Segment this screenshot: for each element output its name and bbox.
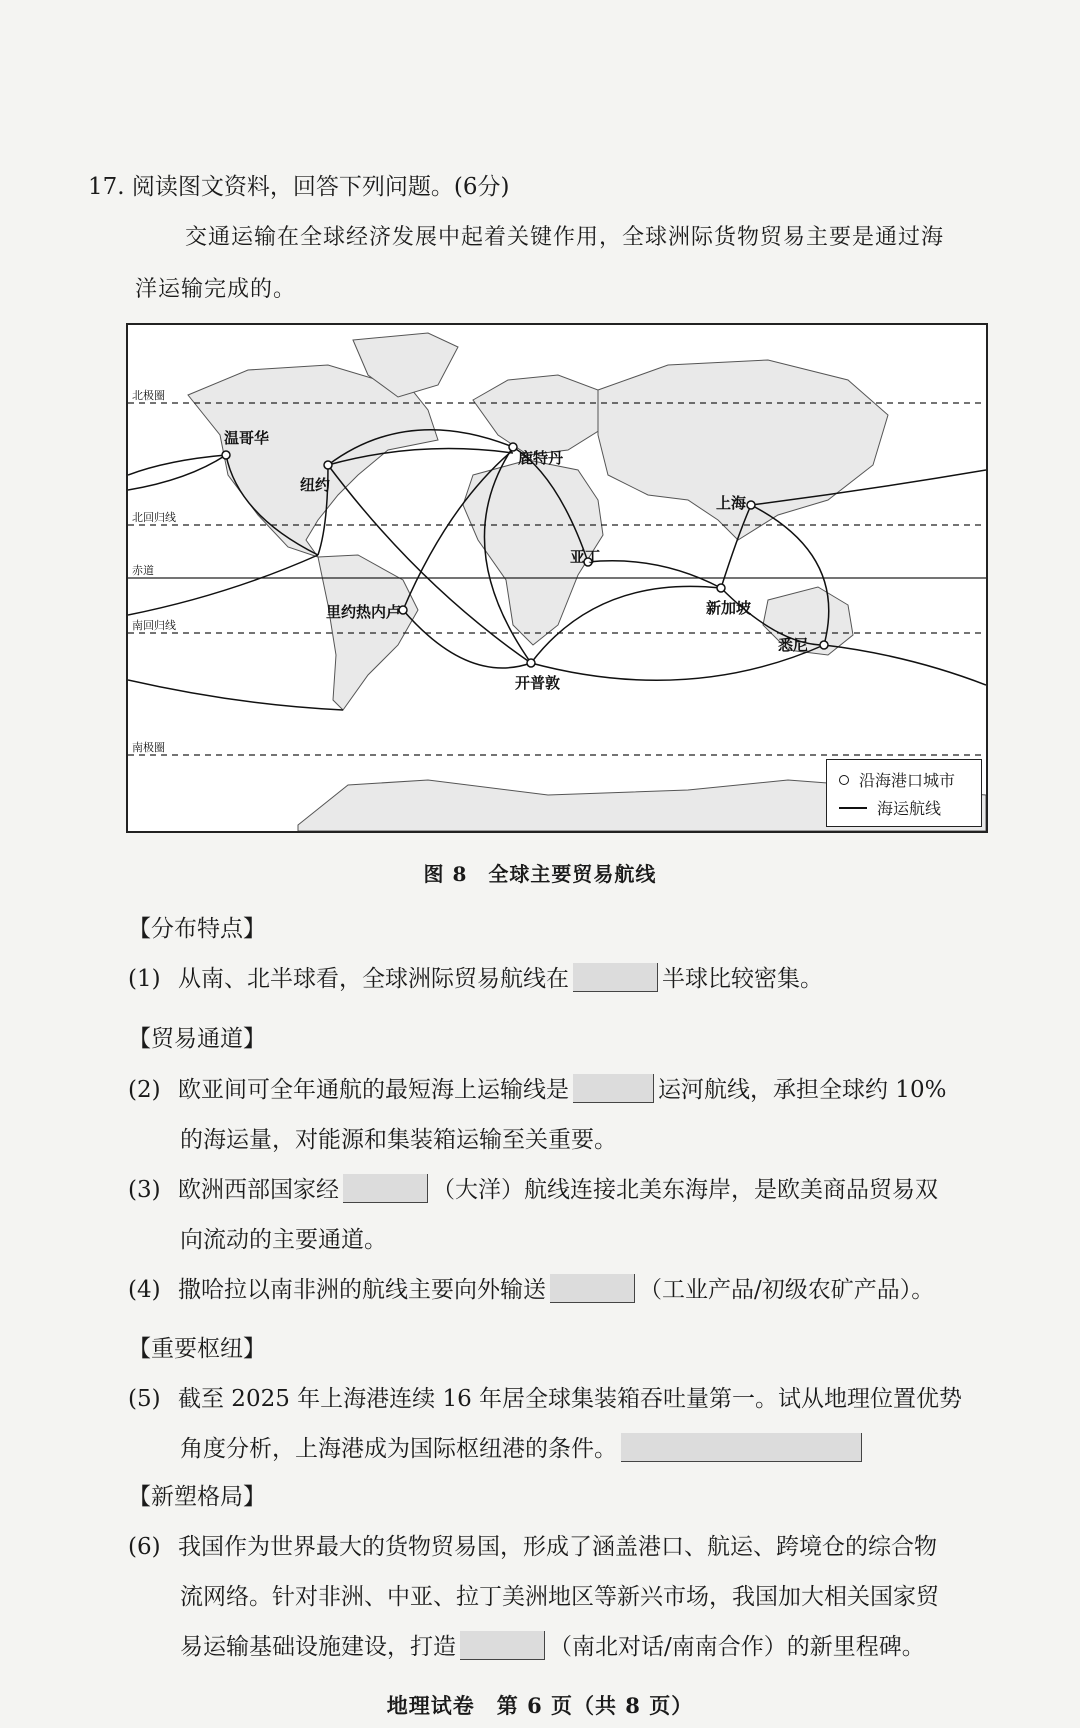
route-panama-west: [128, 555, 318, 615]
q6-line-2: 流网络。针对非洲、中亚、拉丁美洲地区等新兴市场，我国加大相关国家贸: [180, 1584, 939, 1610]
lat-label-equator: 赤道: [132, 564, 154, 577]
legend-route-label: 海运航线: [877, 799, 942, 818]
page-footer: 地理试卷 第 6 页（共 8 页）: [386, 1693, 694, 1718]
route-sydney-east: [824, 645, 986, 685]
figure-caption: 图 8 全球主要贸易航线: [423, 862, 657, 886]
question-5: [128, 1374, 998, 1474]
map-svg: [128, 325, 986, 831]
q2-number: (2): [128, 1077, 161, 1103]
q4-answer-blank[interactable]: [550, 1274, 635, 1303]
port-marker-icon: [839, 775, 849, 785]
q2-text-pre: 欧亚间可全年通航的最短海上运输线是: [178, 1077, 569, 1103]
city-label-rotterdam: 鹿特丹: [518, 449, 564, 467]
question-6: [128, 1522, 998, 1672]
q1-answer-blank[interactable]: [573, 963, 658, 992]
route-south-america-south: [128, 680, 343, 710]
q3-text-pre: 欧洲西部国家经: [178, 1177, 339, 1203]
port-singapore: [717, 584, 725, 592]
q6-text-pre: 易运输基础设施建设，打造: [180, 1634, 456, 1660]
route-line-icon: [839, 807, 867, 809]
city-label-shanghai: 上海: [716, 494, 747, 512]
port-newyork: [324, 461, 332, 469]
asia: [598, 360, 888, 540]
question-header: 17. 阅读图文资料，回答下列问题。(6分): [88, 174, 510, 200]
section-new-pattern: 【新塑格局】: [128, 1484, 266, 1510]
port-rotterdam: [509, 443, 517, 451]
q4-text-post: （工业产品/初级农矿产品）。: [639, 1277, 935, 1303]
legend-port-label: 沿海港口城市: [859, 771, 956, 790]
port-sydney: [820, 641, 828, 649]
city-label-capetown: 开普敦: [515, 674, 561, 692]
q1-text-pre: 从南、北半球看，全球洲际贸易航线在: [178, 966, 569, 992]
section-key-hubs: 【重要枢纽】: [128, 1336, 266, 1362]
section-distribution: 【分布特点】: [128, 916, 266, 942]
q6-number: (6): [128, 1534, 161, 1560]
continents: [188, 333, 986, 831]
q5-line-1: 截至 2025 年上海港连续 16 年居全球集装箱吞吐量第一。试从地理位置优势: [178, 1386, 963, 1412]
legend-row-route: [839, 796, 941, 819]
city-label-rio: 里约热内卢: [326, 603, 402, 621]
q1-number: (1): [128, 966, 161, 992]
city-label-aden: 亚丁: [570, 548, 601, 566]
port-vancouver: [222, 451, 230, 459]
lat-label-arctic: 北极圈: [132, 389, 165, 402]
lat-label-capricorn: 南回归线: [132, 619, 176, 632]
route-west-edge-north: [128, 455, 226, 490]
q4-number: (4): [128, 1277, 161, 1303]
q5-number: (5): [128, 1386, 161, 1412]
city-label-sydney: 悉尼: [778, 636, 809, 654]
question-2: [128, 1065, 998, 1165]
europe: [473, 375, 608, 455]
legend-row-port: [839, 768, 955, 791]
lat-label-antarctic: 南极圈: [132, 741, 165, 754]
q3-line-2: 向流动的主要通道。: [180, 1227, 387, 1253]
q3-text-post: （大洋）航线连接北美东海岸，是欧美商品贸易双: [432, 1177, 938, 1203]
city-label-singapore: 新加坡: [706, 599, 752, 617]
question-3: [128, 1165, 998, 1265]
intro-text: [135, 212, 1005, 316]
intro-line-2: 洋运输完成的。: [135, 277, 297, 302]
question-4: [128, 1265, 998, 1315]
q4-text-pre: 撒哈拉以南非洲的航线主要向外输送: [178, 1277, 546, 1303]
port-capetown: [527, 659, 535, 667]
q5-answer-blank[interactable]: [621, 1433, 862, 1462]
q2-text-post: 运河航线，承担全球约 10%: [658, 1077, 947, 1103]
section-trade-channels: 【贸易通道】: [128, 1026, 266, 1052]
city-label-vancouver: 温哥华: [224, 429, 270, 447]
question-1: [128, 954, 998, 1004]
route-aden-singapore: [588, 561, 721, 588]
q2-line-2: 的海运量，对能源和集装箱运输至关重要。: [180, 1127, 617, 1153]
city-label-newyork: 纽约: [300, 476, 331, 494]
q1-text-post: 半球比较密集。: [662, 966, 823, 992]
q6-answer-blank[interactable]: [460, 1631, 545, 1660]
q3-answer-blank[interactable]: [343, 1174, 428, 1203]
lat-label-cancer: 北回归线: [132, 511, 176, 524]
q3-number: (3): [128, 1177, 161, 1203]
route-vancouver-west: [128, 455, 226, 475]
q6-text-post: （南北对话/南南合作）的新里程碑。: [549, 1634, 925, 1660]
q6-line-1: 我国作为世界最大的货物贸易国，形成了涵盖港口、航运、跨境仓的综合物: [178, 1534, 937, 1560]
q2-answer-blank[interactable]: [573, 1074, 654, 1103]
q5-line-2: 角度分析，上海港成为国际枢纽港的条件。: [180, 1436, 617, 1462]
port-shanghai: [747, 501, 755, 509]
map-legend: [826, 759, 982, 827]
intro-line-1: 交通运输在全球经济发展中起着关键作用，全球洲际货物贸易主要是通过海: [185, 225, 945, 250]
world-trade-route-map: [126, 323, 988, 833]
